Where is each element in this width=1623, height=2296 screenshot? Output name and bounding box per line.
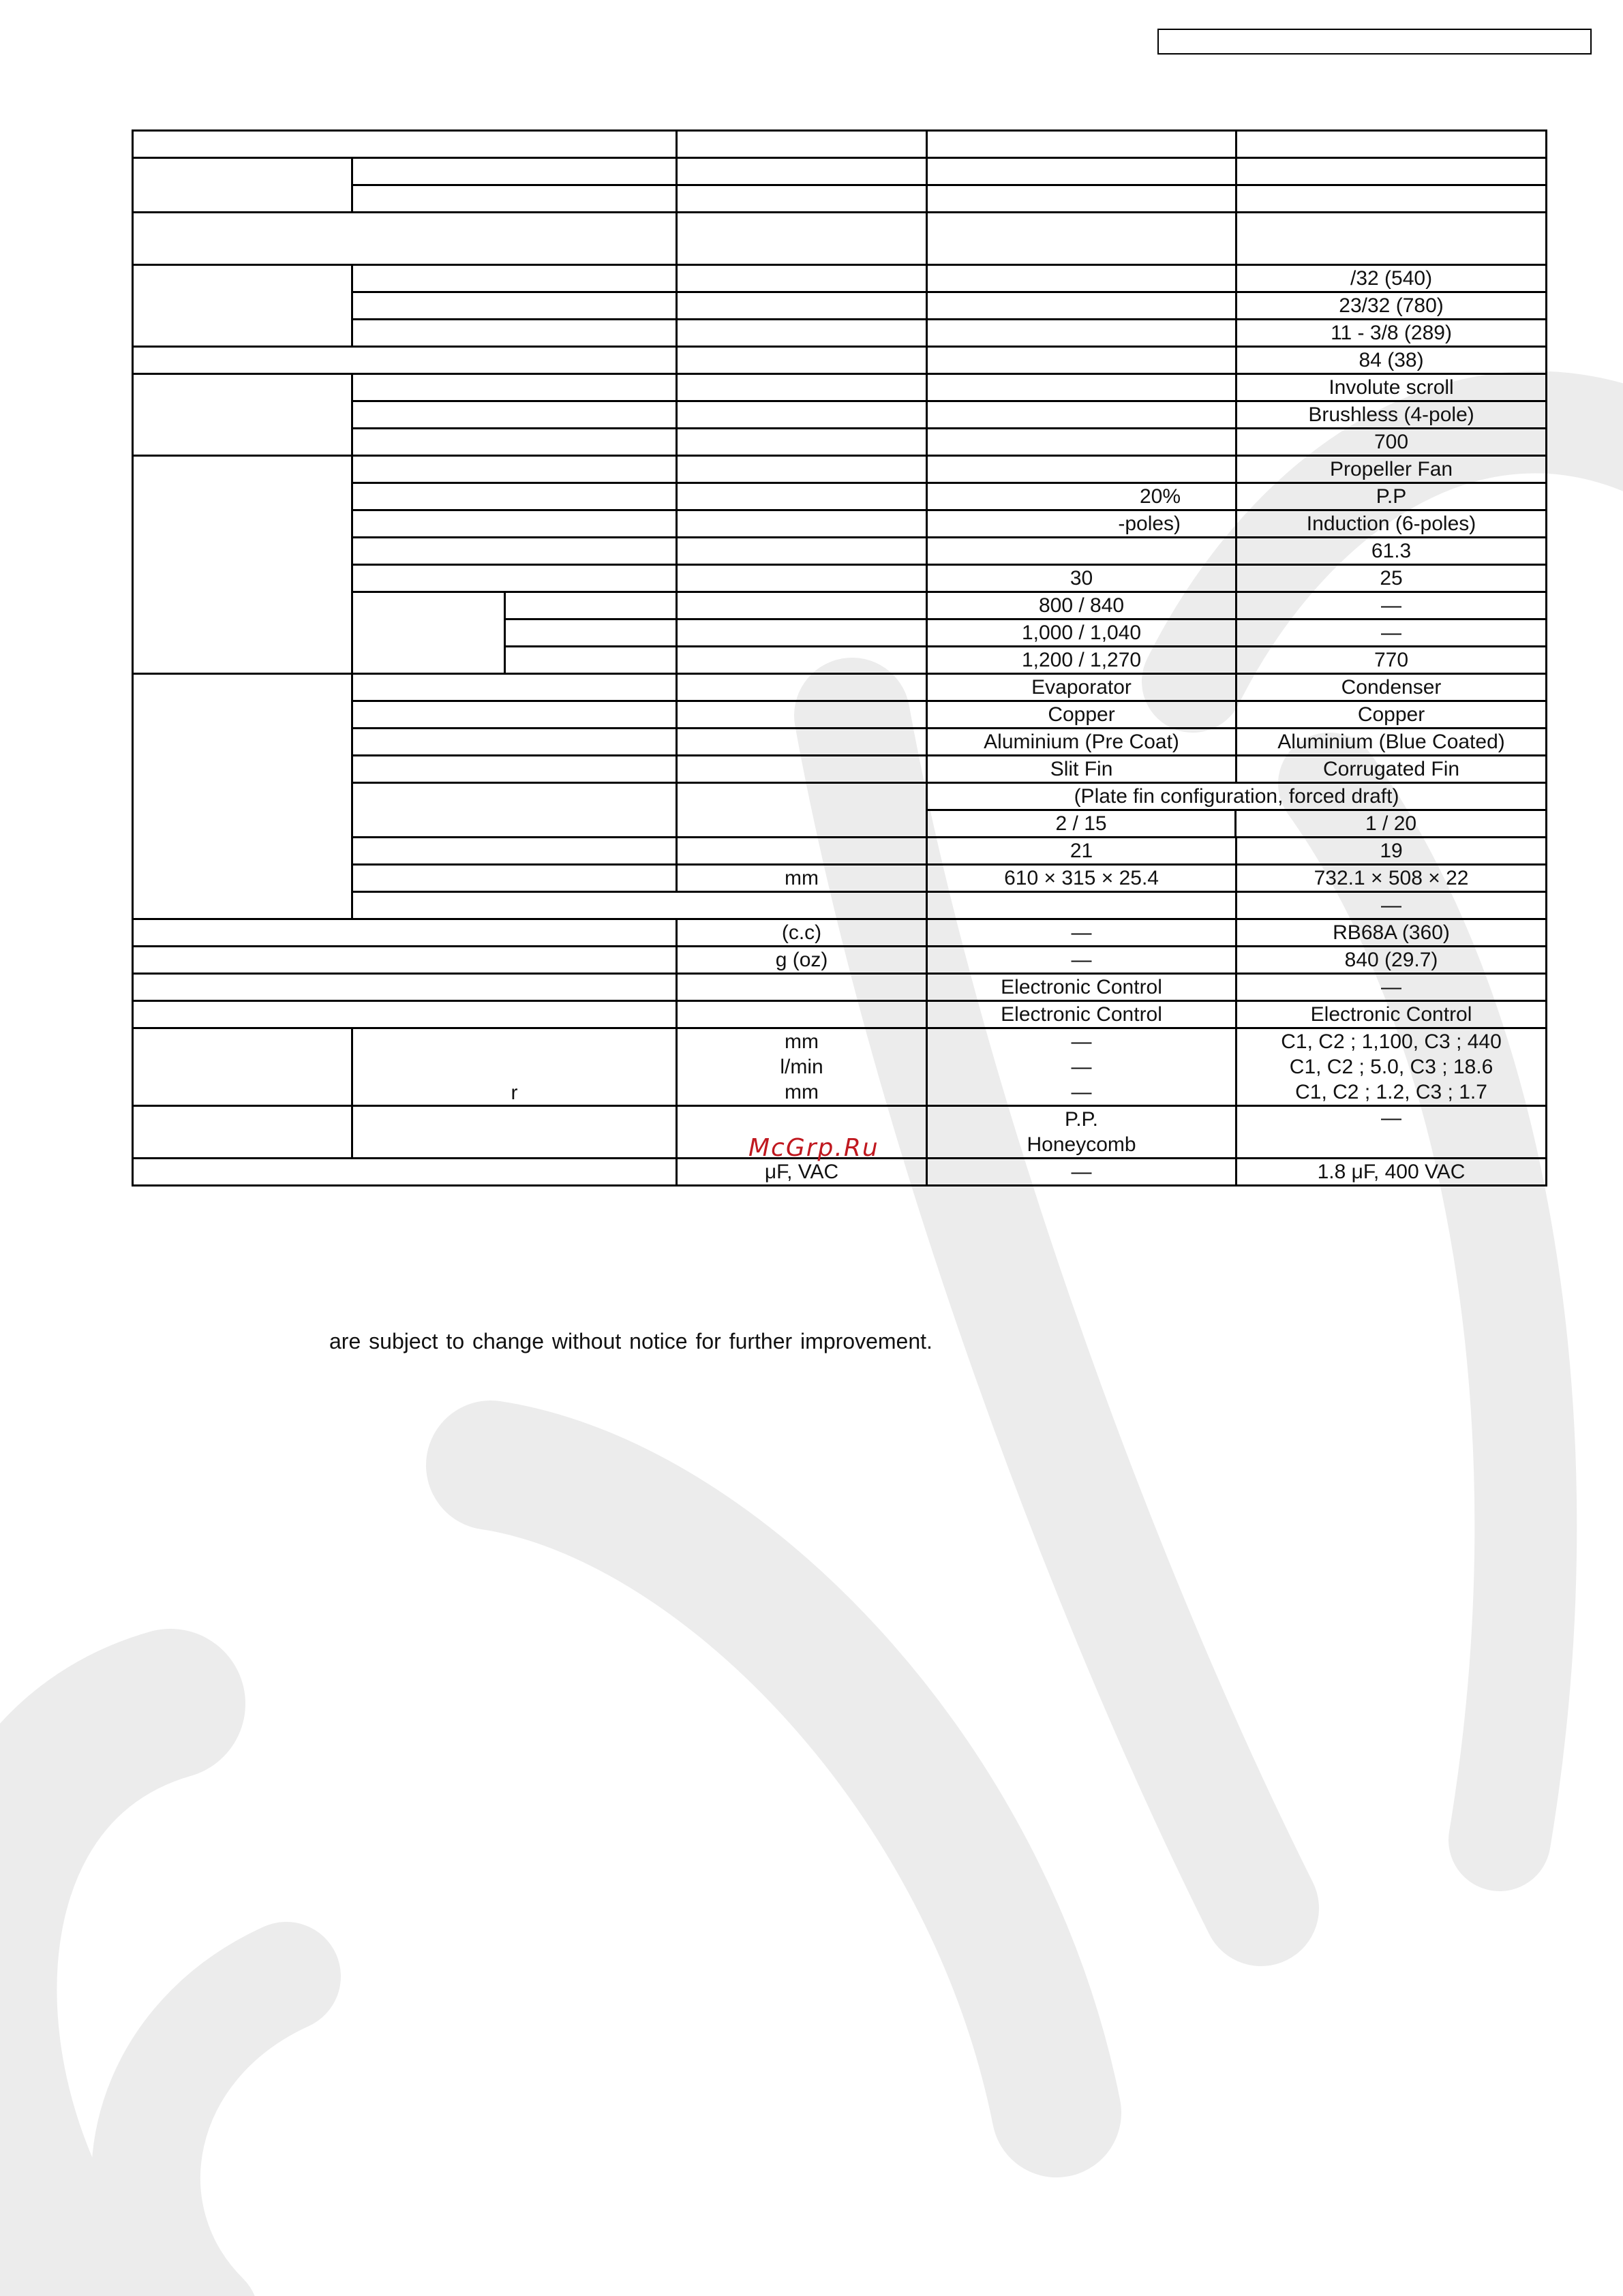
- table-row: [133, 919, 1547, 947]
- table-cell: [133, 265, 352, 347]
- table-cell: [1237, 185, 1547, 213]
- table-cell: [927, 213, 1237, 265]
- table-cell: Involute scroll: [1237, 374, 1547, 401]
- table-cell: [133, 213, 677, 265]
- table-cell: Electronic Control: [1237, 1001, 1547, 1028]
- table-cell: [677, 592, 927, 619]
- table-cell: [352, 185, 677, 213]
- table-cell: P.P: [1237, 483, 1547, 510]
- header-model-box: [1157, 29, 1592, 55]
- table-cell: —: [927, 1159, 1237, 1186]
- table-cell: [352, 292, 677, 320]
- specifications-table: [132, 129, 1547, 1187]
- table-cell: [677, 783, 927, 838]
- table-cell: [677, 292, 927, 320]
- table-cell: mm: [677, 865, 927, 892]
- table-cell: —: [927, 919, 1237, 947]
- table-cell: [133, 1106, 352, 1159]
- table-cell: [133, 1159, 677, 1186]
- table-row: [133, 213, 1547, 265]
- table-cell: [677, 185, 927, 213]
- table-cell: [133, 947, 677, 974]
- table-cell: Electronic Control: [927, 1001, 1237, 1028]
- table-cell: 700: [1237, 429, 1547, 456]
- table-cell: Induction (6-poles): [1237, 510, 1547, 538]
- table-cell: [927, 892, 1237, 919]
- table-cell: [677, 265, 927, 292]
- table-cell: [133, 974, 677, 1001]
- table-cell: [505, 647, 677, 674]
- table-cell: —: [1237, 1106, 1547, 1159]
- table-cell: 732.1 × 508 × 22: [1237, 865, 1547, 892]
- table-cell: [352, 483, 677, 510]
- table-cell: [677, 347, 927, 374]
- table-cell: 840 (29.7): [1237, 947, 1547, 974]
- table-row: [133, 974, 1547, 1001]
- table-cell: [133, 456, 352, 674]
- table-cell: C1, C2 ; 1,100, C3 ; 440: [1237, 1028, 1547, 1055]
- table-row: [133, 265, 1547, 292]
- table-cell: [352, 429, 677, 456]
- fin-configuration-text: (Plate fin configuration, forced draft): [1074, 785, 1399, 808]
- table-cell: [927, 185, 1237, 213]
- table-cell: [1237, 213, 1547, 265]
- filter-material: P.P.: [1065, 1108, 1099, 1131]
- table-cell: μF, VAC: [677, 1159, 927, 1186]
- table-cell: [352, 1106, 677, 1159]
- table-cell: [352, 674, 677, 701]
- table-row: [133, 1028, 1547, 1055]
- table-cell: [133, 1028, 352, 1106]
- table-cell: 11 - 3/8 (289): [1237, 320, 1547, 347]
- table-cell: [677, 456, 927, 483]
- table-cell: [677, 674, 927, 701]
- table-row: [133, 947, 1547, 974]
- table-row: [133, 674, 1547, 701]
- table-cell: [677, 647, 927, 674]
- table-cell: [677, 974, 927, 1001]
- table-cell: [352, 456, 677, 483]
- table-cell: —: [1237, 619, 1547, 647]
- table-cell: [677, 510, 927, 538]
- table-cell: [352, 729, 677, 756]
- table-cell: —: [927, 1054, 1237, 1080]
- table-cell: [133, 674, 352, 919]
- table-cell: Copper: [1237, 701, 1547, 729]
- table-cell: [927, 783, 1547, 838]
- table-cell: [927, 429, 1237, 456]
- table-cell: [352, 565, 677, 592]
- table-cell: [927, 538, 1237, 565]
- table-cell: [677, 213, 927, 265]
- table-cell: [133, 919, 677, 947]
- table-cell: -poles): [927, 510, 1237, 538]
- table-cell: [352, 701, 677, 729]
- table-cell: [927, 1106, 1237, 1159]
- table-cell: [927, 401, 1237, 429]
- table-cell: Aluminium (Pre Coat): [927, 729, 1237, 756]
- table-cell: RB68A (360): [1237, 919, 1547, 947]
- table-cell: 800 / 840: [927, 592, 1237, 619]
- table-cell: [133, 158, 352, 213]
- table-cell: 770: [1237, 647, 1547, 674]
- table-cell: l/min: [677, 1054, 927, 1080]
- table-row: [133, 374, 1547, 401]
- table-cell: [352, 1028, 677, 1106]
- table-cell: Aluminium (Blue Coated): [1237, 729, 1547, 756]
- table-cell: [505, 592, 677, 619]
- table-cell: [927, 265, 1237, 292]
- table-cell: Brushless (4-pole): [1237, 401, 1547, 429]
- table-cell: 1.8 μF, 400 VAC: [1237, 1159, 1547, 1186]
- table-cell: [927, 320, 1237, 347]
- table-cell: Condenser: [1237, 674, 1547, 701]
- table-cell: [677, 565, 927, 592]
- table-cell: —: [927, 1028, 1237, 1055]
- table-cell: 84 (38): [1237, 347, 1547, 374]
- table-cell: [352, 783, 677, 838]
- table-cell: [677, 538, 927, 565]
- table-cell: [677, 131, 927, 158]
- table-cell: 1,200 / 1,270: [927, 647, 1237, 674]
- table-cell: [677, 374, 927, 401]
- pipe-label-fragment: r: [511, 1082, 518, 1104]
- table-cell: —: [927, 947, 1237, 974]
- table-cell: [352, 865, 677, 892]
- table-cell: Evaporator: [927, 674, 1237, 701]
- table-cell: [927, 131, 1237, 158]
- table-cell: [505, 619, 677, 647]
- table-cell: [352, 320, 677, 347]
- table-row: [133, 1001, 1547, 1028]
- table-cell: 19: [1237, 838, 1547, 865]
- table-cell: /32 (540): [1237, 265, 1547, 292]
- table-cell: [352, 538, 677, 565]
- table-cell: mm: [677, 1028, 927, 1055]
- table-cell: 21: [927, 838, 1237, 865]
- table-cell: —: [1237, 974, 1547, 1001]
- table-cell: (c.c): [677, 919, 927, 947]
- table-cell: —: [1237, 592, 1547, 619]
- table-cell: [352, 510, 677, 538]
- table-row: [133, 347, 1547, 374]
- table-cell: [352, 401, 677, 429]
- table-cell: [352, 265, 677, 292]
- table-cell: mm: [677, 1080, 927, 1106]
- table-cell: [677, 619, 927, 647]
- table-cell: Slit Fin: [927, 756, 1237, 783]
- table-cell: g (oz): [677, 947, 927, 974]
- rows-stages-indoor: 2 / 15: [928, 811, 1237, 836]
- table-cell: [133, 131, 677, 158]
- table-cell: [927, 456, 1237, 483]
- table-cell: [1237, 131, 1547, 158]
- table-cell: [352, 756, 677, 783]
- footnote: are subject to change without notice for further improvement.: [329, 1329, 932, 1353]
- table-cell: [677, 729, 927, 756]
- table-cell: [352, 374, 677, 401]
- table-cell: 1,000 / 1,040: [927, 619, 1237, 647]
- table-cell: [352, 158, 677, 185]
- table-cell: [133, 347, 677, 374]
- table-cell: 30: [927, 565, 1237, 592]
- table-cell: [927, 292, 1237, 320]
- table-cell: 61.3: [1237, 538, 1547, 565]
- table-row: [133, 1159, 1547, 1186]
- table-cell: [677, 320, 927, 347]
- table-cell: [133, 1001, 677, 1028]
- table-cell: [133, 374, 352, 456]
- table-row: [133, 456, 1547, 483]
- table-cell: —: [927, 1080, 1237, 1106]
- table-cell: Electronic Control: [927, 974, 1237, 1001]
- table-cell: [677, 701, 927, 729]
- table-cell: [1237, 158, 1547, 185]
- rows-stages-values: [928, 809, 1545, 836]
- rows-stages-outdoor: 1 / 20: [1365, 812, 1417, 835]
- table-cell: [677, 483, 927, 510]
- table-cell: [677, 838, 927, 865]
- table-row: [133, 158, 1547, 185]
- table-cell: [352, 838, 677, 865]
- table-cell: Copper: [927, 701, 1237, 729]
- table-cell: [927, 347, 1237, 374]
- table-cell: [677, 1001, 927, 1028]
- table-cell: 25: [1237, 565, 1547, 592]
- table-cell: [352, 892, 927, 919]
- table-cell: [677, 429, 927, 456]
- table-cell: Corrugated Fin: [1237, 756, 1547, 783]
- table-cell: 23/32 (780): [1237, 292, 1547, 320]
- filter-style: Honeycomb: [1027, 1133, 1136, 1156]
- table-cell: Propeller Fan: [1237, 456, 1547, 483]
- table-cell: [927, 158, 1237, 185]
- table-cell: [352, 592, 505, 674]
- table-cell: C1, C2 ; 1.2, C3 ; 1.7: [1237, 1080, 1547, 1106]
- table-cell: —: [1237, 892, 1547, 919]
- table-cell: [677, 756, 927, 783]
- table-cell: 610 × 315 × 25.4: [927, 865, 1237, 892]
- table-cell: 20%: [927, 483, 1237, 510]
- table-cell: [677, 401, 927, 429]
- table-row: [133, 131, 1547, 158]
- table-cell: C1, C2 ; 5.0, C3 ; 18.6: [1237, 1054, 1547, 1080]
- mcgrp-watermark-text: McGrp.Ru: [748, 1134, 879, 1162]
- table-cell: [927, 374, 1237, 401]
- table-cell: [677, 158, 927, 185]
